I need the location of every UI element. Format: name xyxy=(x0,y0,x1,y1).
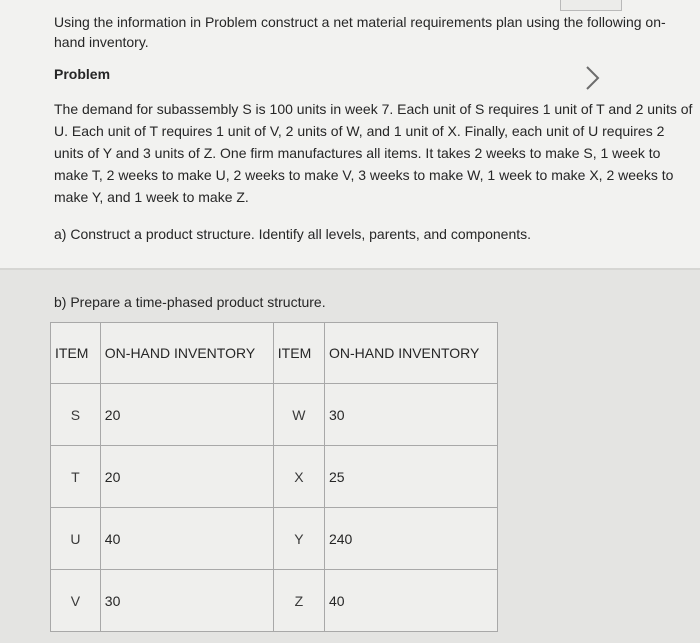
on-hand-cell: 40 xyxy=(324,570,497,632)
question-intro: Using the information in Problem construct a net material requirements plan using the following on-hand inventory. xyxy=(54,14,666,50)
on-hand-cell: 20 xyxy=(100,384,273,446)
on-hand-cell: 30 xyxy=(100,570,273,632)
table-row xyxy=(51,446,498,508)
column-header-item: ITEM xyxy=(273,323,324,384)
question-card xyxy=(0,0,700,270)
table-header-row xyxy=(51,323,498,384)
item-cell: T xyxy=(51,446,101,508)
chevron-right-icon[interactable] xyxy=(580,64,604,92)
on-hand-cell: 25 xyxy=(324,446,497,508)
item-cell: X xyxy=(273,446,324,508)
part-b-question: b) Prepare a time-phased product structure. xyxy=(54,294,326,310)
part-a-question: a) Construct a product structure. Identify all levels, parents, and components. xyxy=(54,226,532,242)
table-row xyxy=(51,570,498,632)
column-header-on-hand: ON-HAND INVENTORY xyxy=(324,323,497,384)
table-row xyxy=(51,384,498,446)
item-cell: S xyxy=(51,384,101,446)
item-cell: Y xyxy=(273,508,324,570)
on-hand-cell: 40 xyxy=(100,508,273,570)
column-header-on-hand: ON-HAND INVENTORY xyxy=(100,323,273,384)
problem-heading: Problem xyxy=(54,66,111,82)
problem-text: The demand for subassembly S is 100 units in week 7. Each unit of S requires 1 unit of T and 2 units of U. Each unit of T requires 1 unit of V, 2 units of W, and 1 unit of X. Finally, each unit of U requires 2 units of Y and 3 units of Z. One firm manufactures all items. It takes 2 weeks to make S, 1 week to make T, 2 weeks to make U, 2 weeks to make V, 3 weeks to make W, 1 week to make X, 2 weeks to make Y, and 1 week to make Z. xyxy=(54,101,693,205)
section-divider xyxy=(0,268,700,270)
table-row xyxy=(51,508,498,570)
on-hand-cell: 20 xyxy=(100,446,273,508)
on-hand-cell: 240 xyxy=(324,508,497,570)
column-header-item: ITEM xyxy=(51,323,101,384)
on-hand-cell: 30 xyxy=(324,384,497,446)
item-cell: V xyxy=(51,570,101,632)
inventory-table xyxy=(50,322,498,632)
item-cell: Z xyxy=(273,570,324,632)
item-cell: W xyxy=(273,384,324,446)
top-frame xyxy=(560,0,622,11)
item-cell: U xyxy=(51,508,101,570)
